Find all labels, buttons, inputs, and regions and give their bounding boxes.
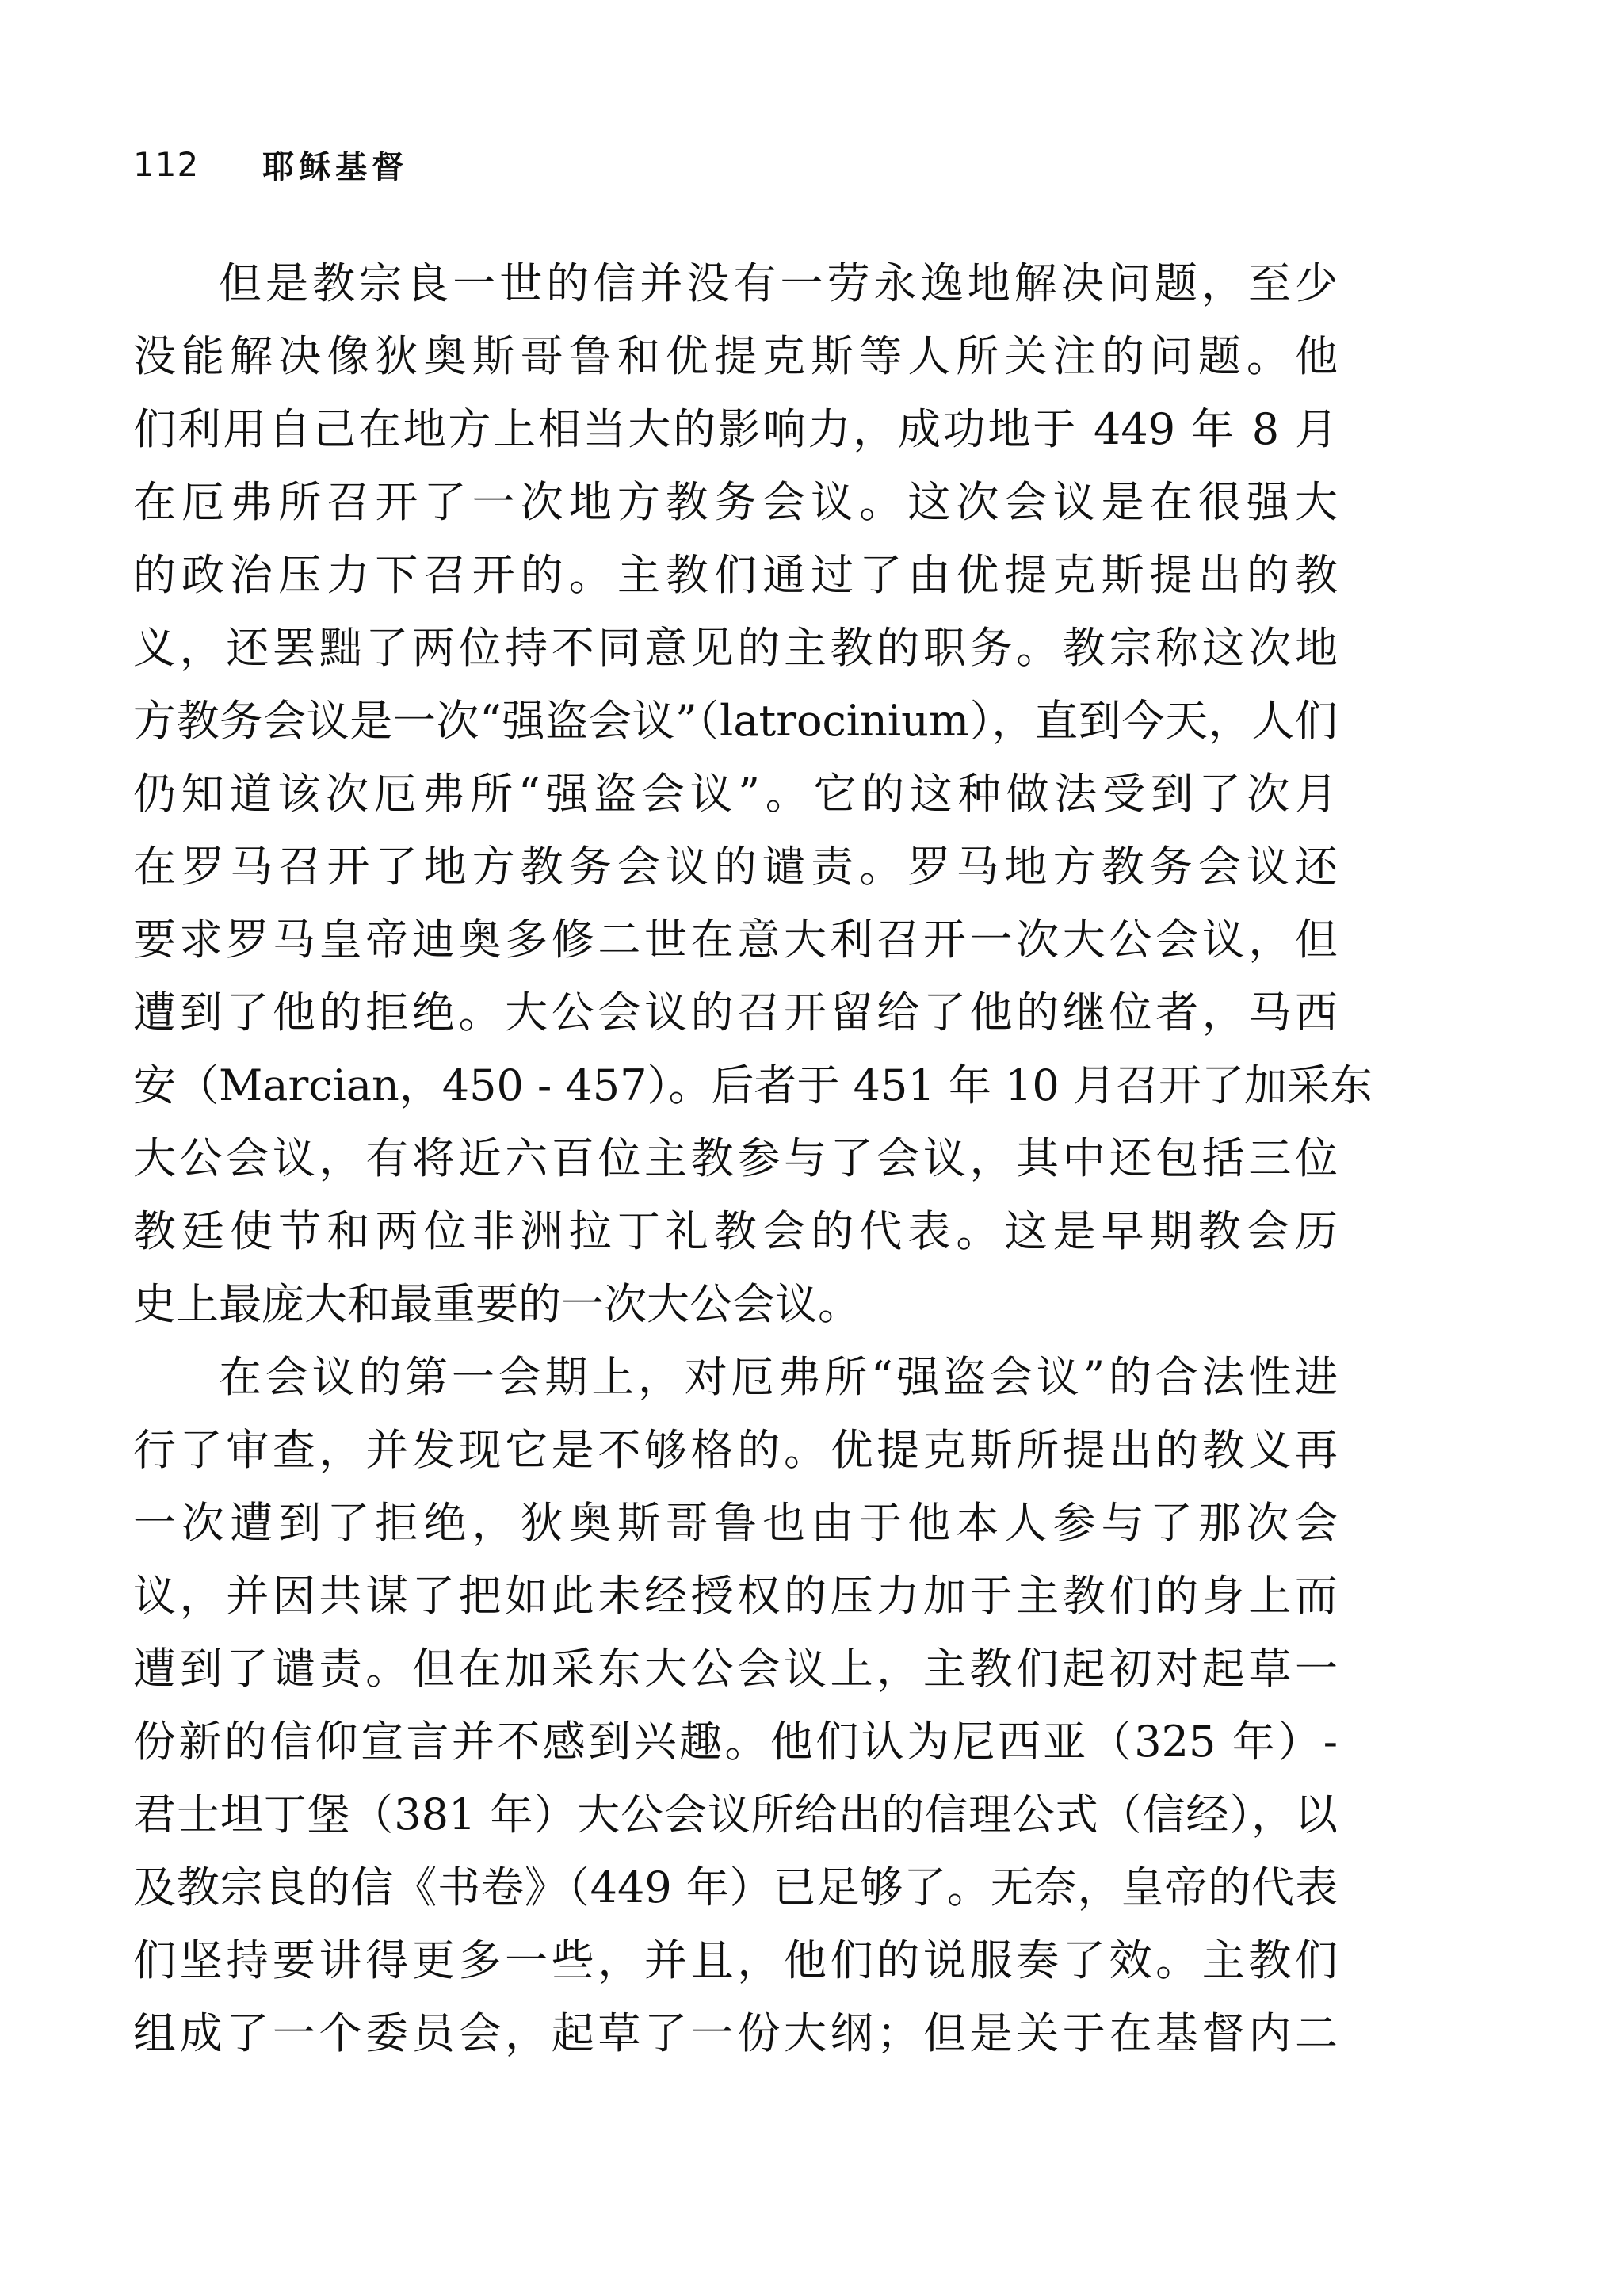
text-line: 教廷使节和两位非洲拉丁礼教会的代表。这是早期教会历 bbox=[133, 1206, 1338, 1256]
page-header bbox=[133, 136, 408, 192]
text-line: 议，并因共谋了把如此未经授权的压力加于主教们的身上而 bbox=[133, 1571, 1338, 1621]
text-line: 君士坦丁堡（381 年）大公会议所给出的信理公式（信经），以 bbox=[133, 1790, 1338, 1839]
text-line: 没能解决像狄奥斯哥鲁和优提克斯等人所关注的问题。他 bbox=[133, 331, 1338, 381]
text-line: 在会议的第一会期上，对厄弗所“强盗会议”的合法性进 bbox=[219, 1352, 1338, 1402]
body-text bbox=[133, 247, 1373, 2070]
text-line: 遭到了他的拒绝。大公会议的召开留给了他的继位者，马西 bbox=[133, 988, 1338, 1037]
text-line: 在厄弗所召开了一次地方教务会议。这次会议是在很强大 bbox=[133, 477, 1338, 527]
text-line: 仍知道该次厄弗所“强盗会议”。它的这种做法受到了次月 bbox=[133, 769, 1338, 819]
text-line: 及教宗良的信《书卷》（449 年）已足够了。无奈，皇帝的代表 bbox=[133, 1862, 1338, 1912]
paragraph-1 bbox=[133, 247, 1373, 1341]
text-line: 遭到了谴责。但在加采东大公会议上，主教们起初对起草一 bbox=[133, 1644, 1338, 1694]
text-line: 方教务会议是一次“强盗会议”（latrocinium），直到今天，人们 bbox=[133, 696, 1338, 746]
text-line: 安（Marcian，450 - 457）。后者于 451 年 10 月召开了加采东 bbox=[133, 1060, 1373, 1110]
paragraph-2 bbox=[133, 1341, 1338, 2070]
text-line: 在罗马召开了地方教务会议的谴责。罗马地方教务会议还 bbox=[133, 842, 1338, 892]
text-line: 一次遭到了拒绝，狄奥斯哥鲁也由于他本人参与了那次会 bbox=[133, 1498, 1338, 1548]
text-line: 义，还罢黜了两位持不同意见的主教的职务。教宗称这次地 bbox=[133, 623, 1338, 673]
text-line: 大公会议，有将近六百位主教参与了会议，其中还包括三位 bbox=[133, 1133, 1338, 1183]
text-line: 行了审查，并发现它是不够格的。优提克斯所提出的教义再 bbox=[133, 1425, 1338, 1475]
text-line: 但是教宗良一世的信并没有一劳永逸地解决问题，至少 bbox=[219, 258, 1338, 308]
text-line: 份新的信仰宣言并不感到兴趣。他们认为尼西亚（325 年）- bbox=[133, 1717, 1338, 1767]
text-line: 组成了一个委员会，起草了一份大纲；但是关于在基督内二 bbox=[133, 2008, 1338, 2058]
text-line: 的政治压力下召开的。主教们通过了由优提克斯提出的教 bbox=[133, 550, 1338, 600]
text-line: 们坚持要讲得更多一些，并且，他们的说服奏了效。主教们 bbox=[133, 1935, 1338, 1985]
text-line: 史上最庞大和最重要的一次大公会议。 bbox=[133, 1279, 861, 1329]
text-line: 要求罗马皇帝迪奥多修二世在意大利召开一次大公会议，但 bbox=[133, 915, 1338, 965]
page-number: 112 bbox=[133, 144, 200, 184]
text-line: 们利用自己在地方上相当大的影响力，成功地于 449 年 8 月 bbox=[133, 404, 1338, 454]
running-title: 耶稣基督 bbox=[262, 147, 409, 185]
